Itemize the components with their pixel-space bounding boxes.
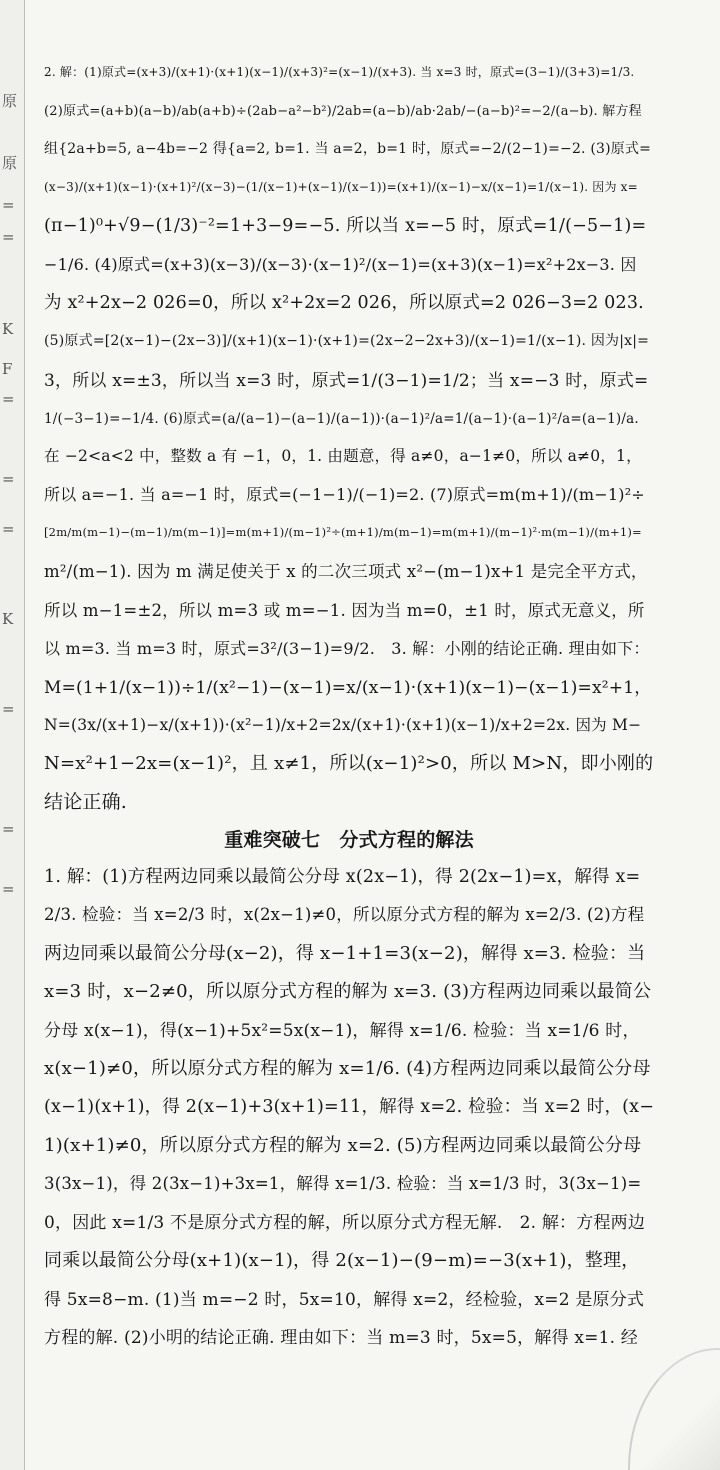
gutter-mark: F	[2, 360, 13, 378]
gutter-mark: =	[2, 390, 15, 408]
text-line: (2)原式=(a+b)(a−b)/ab(a+b)÷(2ab−a²−b²)/2ab=(a−b)/ab·2ab/−(a−b)²=−2/(a−b). 解方程	[44, 104, 642, 120]
answer-page	[44, 52, 654, 1355]
text-line: 组{2a+b=5, a−4b=−2 得{a=2, b=1. 当 a=2，b=1 时，原式=−2/(2−1)=−2. (3)原式=	[44, 140, 652, 157]
text-line: (5)原式=[2(x−1)−(2x−3)]/(x+1)(x−1)·(x+1)=(2x−2−2x+3)/(x−1)=1/(x−1). 因为|x|=	[44, 332, 650, 349]
text-line: 0，因此 x=1/3 不是原分式方程的解，所以原分式方程无解. 2. 解：方程两边	[44, 1213, 646, 1234]
text-line: (x−3)/(x+1)(x−1)·(x+1)²/(x−3)−(1/(x−1)+(x−1)/(x−1))=(x+1)/(x−1)−x/(x−1)=1/(x−1). 因为 x=	[44, 179, 638, 194]
text-line: 3，所以 x=±3，所以当 x=3 时，原式=1/(3−1)=1/2；当 x=−3 时，原式=	[44, 370, 649, 391]
text-line: 3(3x−1)，得 2(3x−1)+3x=1，解得 x=1/3. 检验：当 x=1/3 时，3(3x−1)=	[44, 1174, 642, 1194]
text-line: 以 m=3. 当 m=3 时，原式=3²/(3−1)=9/2. 3. 解：小刚的结论正确. 理由如下：	[44, 638, 650, 658]
text-line: 同乘以最简公分母(x+1)(x−1)，得 2(x−1)−(9−m)=−3(x+1)，整理，	[44, 1249, 640, 1271]
text-line: −1/6. (4)原式=(x+3)(x−3)/(x−3)·(x−1)²/(x−1)=(x+3)(x−1)=x²+2x−3. 因	[44, 254, 637, 274]
gutter-mark: K	[2, 610, 14, 628]
gutter-mark: K	[2, 320, 14, 338]
gutter-mark: =	[2, 470, 15, 488]
left-binding-margin	[0, 0, 25, 1470]
text-line: 所以 m−1=±2，所以 m=3 或 m=−1. 因为当 m=0，±1 时，原式无意义，所	[44, 600, 645, 620]
gutter-mark: 原	[2, 92, 18, 110]
text-line: 两边同乘以最简公分母(x−2)，得 x−1+1=3(x−2)，解得 x=3. 检验：当	[44, 942, 646, 964]
text-line: N=(3x/(x+1)−x/(x+1))·(x²−1)/x+2=2x/(x+1)·(x+1)(x−1)/x+2=2x. 因为 M−	[44, 715, 642, 734]
gutter-mark: =	[2, 820, 15, 838]
text-line: 在 −2<a<2 中，整数 a 有 −1，0，1. 由题意，得 a≠0，a−1≠0，所以 a≠0，1，	[44, 447, 642, 466]
text-line: 结论正确.	[44, 791, 128, 814]
text-line: N=x²+1−2x=(x−1)²，且 x≠1，所以(x−1)²>0，所以 M>N，即小刚的	[44, 753, 654, 775]
text-line: 所以 a=−1. 当 a=−1 时，原式=(−1−1)/(−1)=2. (7)原式=m(m+1)/(m−1)²÷	[44, 484, 645, 504]
text-line: M=(1+1/(x−1))÷1/(x²−1)−(x−1)=x/(x−1)·(x+1)(x−1)−(x−1)=x²+1，	[44, 677, 652, 698]
text-line: m²/(m−1). 因为 m 满足使关于 x 的二次三项式 x²−(m−1)x+1 是完全平方式，	[44, 562, 648, 582]
page-corner-curl	[628, 1348, 720, 1470]
gutter-mark: =	[2, 520, 15, 538]
text-line: 2. 解：(1)原式=(x+3)/(x+1)·(x+1)(x−1)/(x+3)²=(x−1)/(x+3). 当 x=3 时，原式=(3−1)/(3+3)=1/3.	[44, 64, 635, 79]
gutter-mark: =	[2, 196, 15, 214]
section-heading: 重难突破七 分式方程的解法	[224, 829, 474, 852]
text-line: x=3 时，x−2≠0，所以原分式方程的解为 x=3. (3)方程两边同乘以最简公	[44, 981, 652, 1003]
text-line: (x−1)(x+1)，得 2(x−1)+3(x+1)=11，解得 x=2. 检验：当 x=2 时，(x−	[44, 1096, 654, 1117]
text-line: 1/(−3−1)=−1/4. (6)原式=(a/(a−1)−(a−1)/(a−1))·(a−1)²/a=1/(a−1)·(a−1)²/a=(a−1)/a.	[44, 410, 639, 427]
text-line: x(x−1)≠0，所以原分式方程的解为 x=1/6. (4)方程两边同乘以最简公分母	[44, 1057, 651, 1079]
text-line: 1)(x+1)≠0，所以原分式方程的解为 x=2. (5)方程两边同乘以最简公分母	[44, 1134, 642, 1156]
text-line: (π−1)⁰+√9−(1/3)⁻²=1+3−9=−5. 所以当 x=−5 时，原式=1/(−5−1)=	[44, 216, 647, 237]
text-line: 2/3. 检验：当 x=2/3 时，x(2x−1)≠0，所以原分式方程的解为 x=2/3. (2)方程	[44, 905, 645, 925]
text-line: [2m/m(m−1)−(m−1)/m(m−1)]=m(m+1)/(m−1)²÷(m+1)/m(m−1)=m(m+1)/(m−1)²·m(m−1)/(m+1)=	[44, 524, 642, 539]
text-line: 为 x²+2x−2 026=0，所以 x²+2x=2 026，所以原式=2 026−3=2 023.	[44, 293, 644, 314]
text-line: 得 5x=8−m. (1)当 m=−2 时，5x=10，解得 x=2，经检验，x=2 是原分式	[44, 1289, 645, 1310]
gutter-mark: =	[2, 700, 15, 718]
gutter-mark: =	[2, 880, 15, 898]
gutter-mark: =	[2, 228, 15, 246]
gutter-mark: 原	[2, 154, 18, 172]
text-line: 1. 解：(1)方程两边同乘以最简公分母 x(2x−1)，得 2(2x−1)=x，解得 x=	[44, 866, 641, 887]
text-line: 方程的解. (2)小明的结论正确. 理由如下：当 m=3 时，5x=5，解得 x=1. 经	[44, 1328, 639, 1349]
text-line: 分母 x(x−1)，得(x−1)+5x²=5x(x−1)，解得 x=1/6. 检验：当 x=1/6 时，	[44, 1021, 640, 1042]
